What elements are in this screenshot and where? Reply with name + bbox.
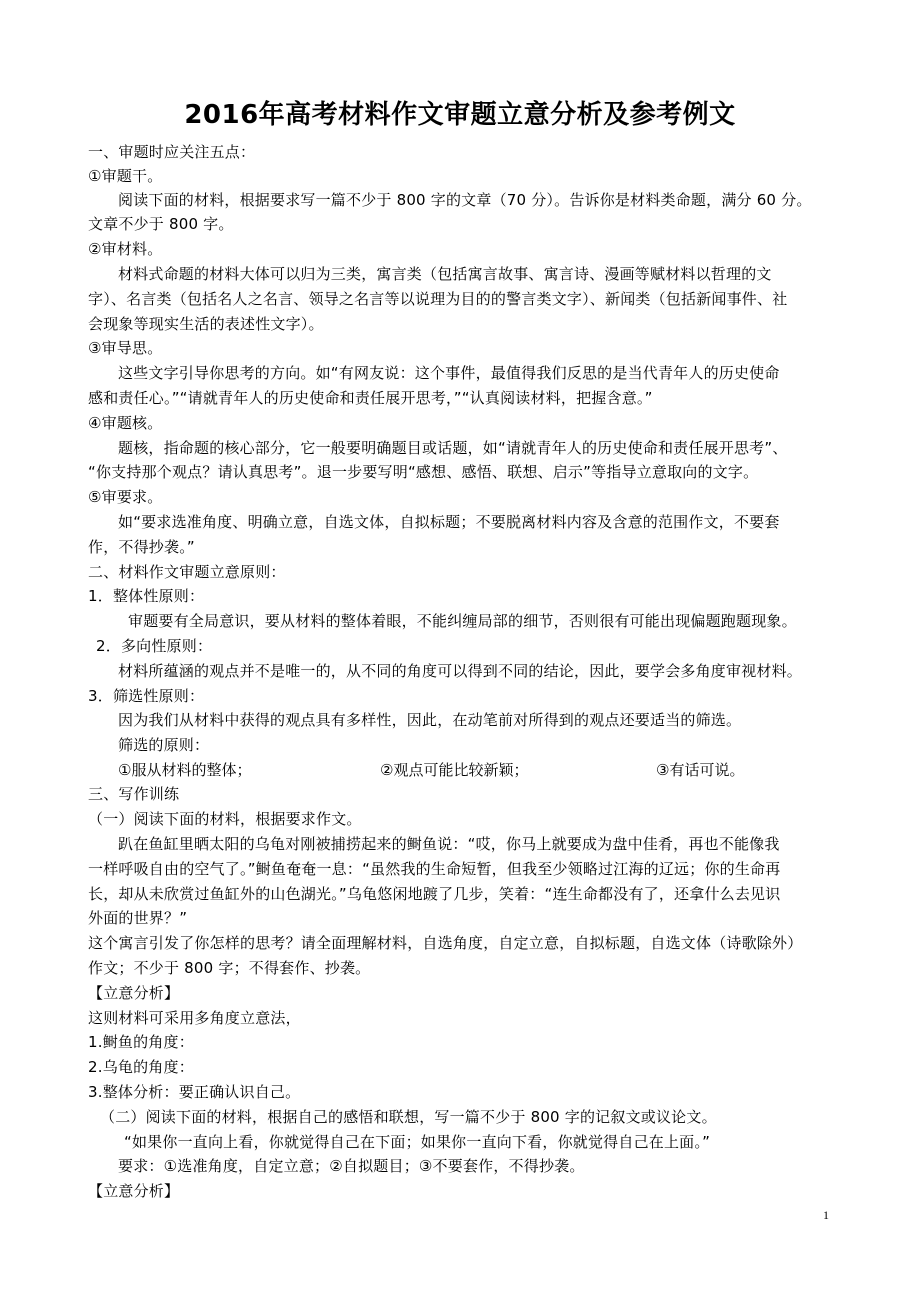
text-line: 这个寓言引发了你怎样的思考？请全面理解材料，自选角度，自定立意，自拟标题，自选文体（诗歌除外）: [88, 934, 803, 952]
text-line: 3．筛选性原则：: [88, 687, 205, 705]
text-line: 筛选的原则：: [118, 736, 210, 754]
text-line: 感和责任心。”“请就青年人的历史使命和责任展开思考，”“认真阅读材料，把握含意。”: [88, 389, 653, 407]
text-line: 【立意分析】: [88, 984, 180, 1002]
text-line: 1.鲥鱼的角度：: [88, 1033, 194, 1051]
text-line: ②审材料。: [88, 240, 163, 258]
text-line: 这则材料可采用多角度立意法，: [88, 1009, 301, 1027]
text-line: 一样呼吸自由的空气了。”鲥鱼奄奄一息：“虽然我的生命短暂，但我至少领略过江海的辽远；你的生命再: [88, 860, 781, 878]
text-line: 审题要有全局意识，要从材料的整体着眼，不能纠缠局部的细节，否则很有可能出现偏题跑题现象。: [128, 612, 797, 630]
text-line: 趴在鱼缸里晒太阳的乌龟对刚被捕捞起来的鲥鱼说：“哎，你马上就要成为盘中佳肴，再也不能像我: [118, 835, 780, 853]
text-line: 3.整体分析：要正确认识自己。: [88, 1083, 301, 1101]
principle-item: ②观点可能比较新颖；: [380, 761, 529, 779]
text-line: 阅读下面的材料，根据要求写一篇不少于 800 字的文章（70 分）。告诉你是材料类命题，满分 60 分。: [118, 191, 812, 209]
text-line: 题核，指命题的核心部分，它一般要明确题目或话题，如“请就青年人的历史使命和责任展开思考”、: [118, 439, 788, 457]
text-line: ①审题干。: [88, 167, 163, 185]
text-line: 材料式命题的材料大体可以归为三类，寓言类（包括寓言故事、寓言诗、漫画等赋材料以哲理的文: [118, 265, 772, 283]
text-line: 材料所蕴涵的观点并不是唯一的，从不同的角度可以得到不同的结论，因此，要学会多角度审视材料。: [118, 662, 803, 680]
text-line: 【立意分析】: [88, 1182, 180, 1200]
text-line: 2．多向性原则：: [96, 637, 213, 655]
text-line: 会现象等现实生活的表述性文字）。: [88, 315, 324, 333]
text-line: 一、审题时应关注五点：: [88, 143, 256, 161]
text-line: 字）、名言类（包括名人之名言、领导之名言等以说理为目的的警言类文字）、新闻类（包括新闻事件、社: [88, 290, 788, 308]
text-line: 作，不得抄袭。”: [88, 538, 195, 556]
text-line: （二）阅读下面的材料，根据自己的感悟和联想，写一篇不少于 800 字的记叙文或议论文。: [100, 1108, 717, 1126]
text-line: 长，却从未欣赏过鱼缸外的山色湖光。”乌龟悠闲地踱了几步，笑着：“连生命都没有了，还拿什么去见识: [88, 885, 781, 903]
text-line: 如“要求选准角度、明确立意，自选文体，自拟标题；不要脱离材料内容及含意的范围作文，不要套: [118, 513, 780, 531]
text-line: 2.乌龟的角度：: [88, 1058, 194, 1076]
principle-item: ①服从材料的整体；: [118, 761, 252, 779]
text-line: （一）阅读下面的材料，根据要求作文。: [88, 810, 362, 828]
text-line: 因为我们从材料中获得的观点具有多样性，因此，在动笔前对所得到的观点还要适当的筛选。: [118, 711, 742, 729]
text-line: ④审题核。: [88, 414, 163, 432]
text-line: ③审导思。: [88, 339, 163, 357]
text-line: “如果你一直向上看，你就觉得自己在下面；如果你一直向下看，你就觉得自己在上面。”: [124, 1133, 711, 1151]
text-line: 二、材料作文审题立意原则：: [88, 563, 286, 581]
text-line: 要求：①选准角度，自定立意；②自拟题目；③不要套作，不得抄袭。: [118, 1157, 585, 1175]
text-line: 外面的世界？”: [88, 909, 188, 927]
text-line: ⑤审要求。: [88, 488, 163, 506]
text-line: 文章不少于 800 字。: [88, 215, 234, 233]
text-line: 这些文字引导你思考的方向。如“有网友说：这个事件，最值得我们反思的是当代青年人的历史使命: [118, 364, 780, 382]
page-number: 1: [823, 1208, 829, 1222]
text-line: 三、写作训练: [88, 785, 180, 803]
text-line: 作文；不少于 800 字；不得套作、抄袭。: [88, 959, 371, 977]
page-title: 2016年高考材料作文审题立意分析及参考例文: [184, 100, 736, 130]
principle-item: ③有话可说。: [656, 761, 745, 779]
text-line: 1．整体性原则：: [88, 587, 205, 605]
text-line: “你支持那个观点？请认真思考”。退一步要写明“感想、感悟、联想、启示”等指导立意取向的文字。: [88, 463, 759, 481]
